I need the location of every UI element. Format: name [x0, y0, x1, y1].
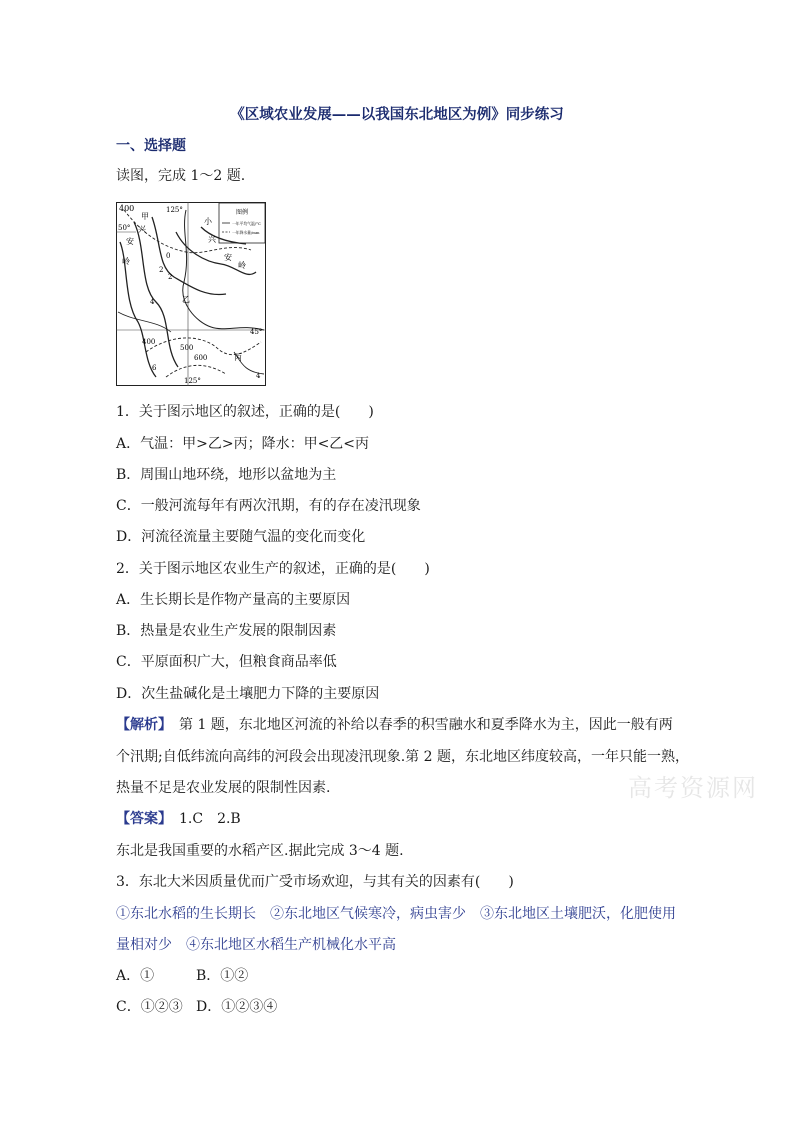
map-label: 6 [152, 364, 157, 372]
map-label: 安 [126, 237, 134, 246]
map-label: 400 [142, 338, 156, 346]
map-label-bing: 丙 [234, 353, 242, 362]
map-label: 0 [166, 252, 171, 260]
q1-stem: 1．关于图示地区的叙述，正确的是( ) [116, 404, 374, 420]
analysis-line-3: 热量不足是农业发展的限制性因素. [116, 780, 331, 796]
q3-options-ab [116, 968, 248, 984]
page-title: 《区域农业发展——以我国东北地区为例》同步练习 [230, 106, 564, 123]
q3-items-line-1: ①东北水稻的生长期长 ②东北地区气候寒冷，病虫害少 ③东北地区土壤肥沃，化肥使用 [116, 906, 676, 922]
analysis-line-2: 个汛期;自低纬流向高纬的河段会出现凌汛现象.第 2 题，东北地区纬度较高，一年只能一熟， [116, 749, 689, 765]
q2-option-b: B．热量是农业生产发展的限制因素 [116, 623, 337, 639]
climate-map-figure [116, 202, 266, 386]
legend-item-precip: 一年降水量/mm [232, 230, 260, 235]
map-label: 600 [194, 354, 208, 362]
map-label: 125° [166, 206, 183, 214]
map-label: 安 [224, 253, 232, 262]
map-label: 兴 [208, 235, 216, 244]
q2-option-a: A．生长期长是作物产量高的主要原因 [116, 592, 351, 608]
q1-option-c: C．一般河流每年有两次汛期，有的存在凌汛现象 [116, 498, 421, 514]
map-label: 2 [159, 266, 164, 274]
analysis-tag: 【解析】 [116, 717, 165, 733]
section-heading: 一、选择题 [116, 138, 186, 154]
q3-option-d: D．①②③④ [196, 999, 278, 1015]
map-label: 4 [256, 372, 261, 380]
map-label-jia: 甲 [141, 212, 149, 221]
map-label: 125° [184, 377, 201, 385]
map-label: 岭 [122, 257, 130, 266]
watermark: 高考资源网 [628, 774, 758, 802]
map-label: 500 [180, 344, 194, 352]
map-label: 4 [150, 298, 155, 306]
q1-option-d: D．河流径流量主要随气温的变化而变化 [116, 529, 366, 545]
intro-q3-4: 东北是我国重要的水稻产区.据此完成 3～4 题. [116, 843, 404, 859]
q3-option-c: C．①②③ [116, 999, 183, 1015]
legend-item-temp: 一年平均气温/°C [232, 221, 261, 226]
q2-stem: 2．关于图示地区农业生产的叙述，正确的是( ) [116, 561, 430, 577]
q3-option-a: A．① [116, 968, 155, 984]
q3-stem: 3．东北大米因质量优而广受市场欢迎，与其有关的因素有( ) [116, 874, 514, 890]
q3-items-line-2: 量相对少 ④东北地区水稻生产机械化水平高 [116, 937, 396, 953]
q3-option-b: B．①② [196, 968, 249, 984]
answer-text: 1.C 2.B [165, 811, 241, 827]
map-label: 兴 [138, 225, 146, 234]
q2-option-d: D．次生盐碱化是土壤肥力下降的主要原因 [116, 686, 380, 702]
legend-title: 图例 [235, 209, 249, 216]
answer-line [116, 811, 241, 827]
intro-q1-2: 读图，完成 1～2 题. [116, 168, 246, 184]
analysis-text-1: 第 1 题，东北地区河流的补给以春季的积雪融水和夏季降水为主，因此一般有两 [165, 717, 673, 733]
answer-tag: 【答案】 [116, 811, 165, 827]
map-label: 50° [118, 224, 131, 232]
map-label: 小 [204, 217, 212, 226]
analysis-line-1 [116, 717, 673, 733]
q3-options-cd [116, 999, 277, 1015]
q1-option-a: A．气温：甲>乙>丙；降水：甲<乙<丙 [116, 436, 370, 452]
map-label: 45° [250, 328, 263, 336]
map-label: 岭 [238, 261, 246, 270]
map-label-yi: 乙 [182, 295, 190, 304]
q1-option-b: B．周围山地环绕，地形以盆地为主 [116, 467, 337, 483]
q2-option-c: C．平原面积广大，但粮食商品率低 [116, 654, 337, 670]
map-label: 400 [119, 204, 135, 213]
map-label: 2 [168, 273, 173, 281]
